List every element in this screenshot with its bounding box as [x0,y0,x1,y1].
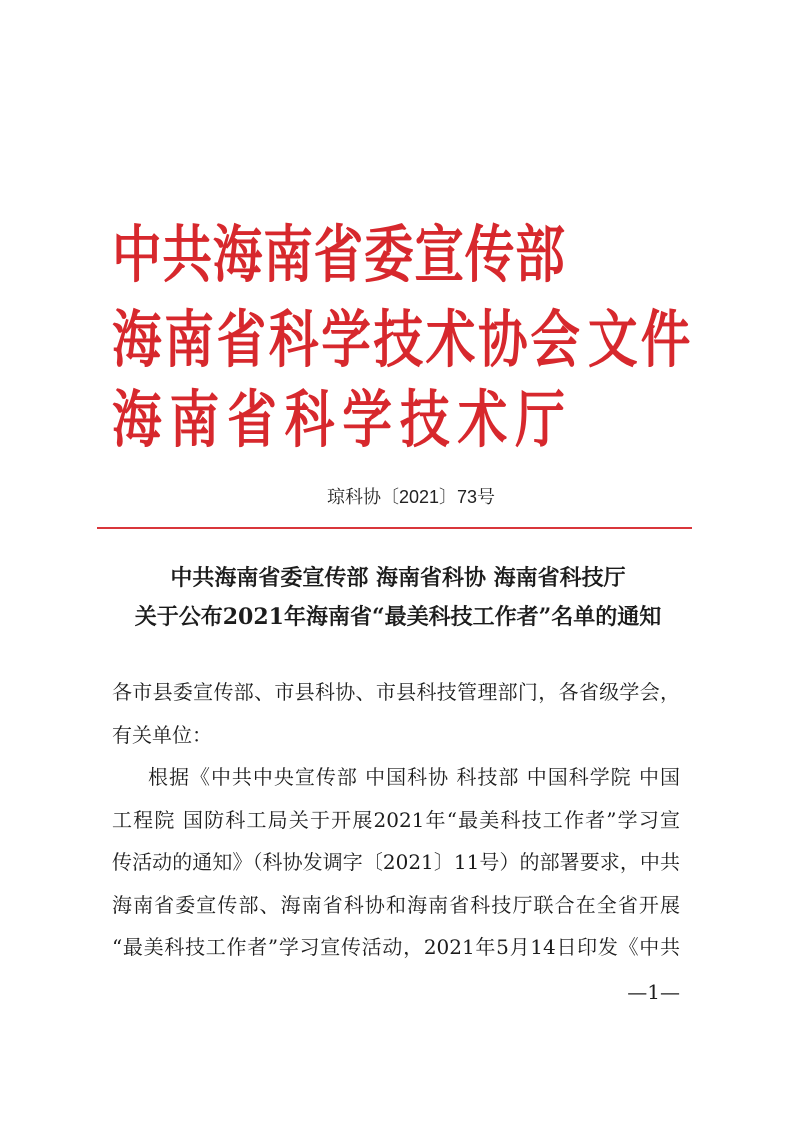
red-divider-rule [97,527,692,529]
header-issuer-propaganda-dept: 中共海南省委宣传部 [112,218,565,291]
paragraph-line: 工程院 国防科工局关于开展2021年“最美科技工作者”学习宣 [112,807,680,832]
paragraph-line: “最美科技工作者”学习宣传活动，2021年5月14日印发《中共 [112,935,680,959]
paragraph-line: 传活动的通知》（科协发调字〔2021〕11号）的部署要求，中共 [112,850,680,874]
header-doc-type: 文件 [588,303,691,376]
document-title-line-2: 关于公布2021年海南省“最美科技工作者”名单的通知 [134,604,662,630]
document-body [112,671,680,969]
header-issuer-science-department: 海南省科学技术厅 [112,383,565,456]
addressee-line: 有关单位： [112,722,212,747]
paragraph-line: 根据《中共中央宣传部 中国科协 科技部 中国科学院 中国 [148,765,680,789]
page-number: —1— [627,980,680,1004]
document-title-line-1: 中共海南省委宣传部 海南省科协 海南省科技厅 [170,565,626,591]
paragraph-line: 海南省委宣传部、海南省科协和海南省科技厅联合在全省开展 [112,892,680,917]
header-issuer-science-association: 海南省科学技术协会 [112,303,580,376]
document-number: 琼科协〔2021〕73号 [326,487,496,507]
addressee-line: 各市县委宣传部、市县科协、市县科技管理部门，各省级学会， [112,680,680,704]
